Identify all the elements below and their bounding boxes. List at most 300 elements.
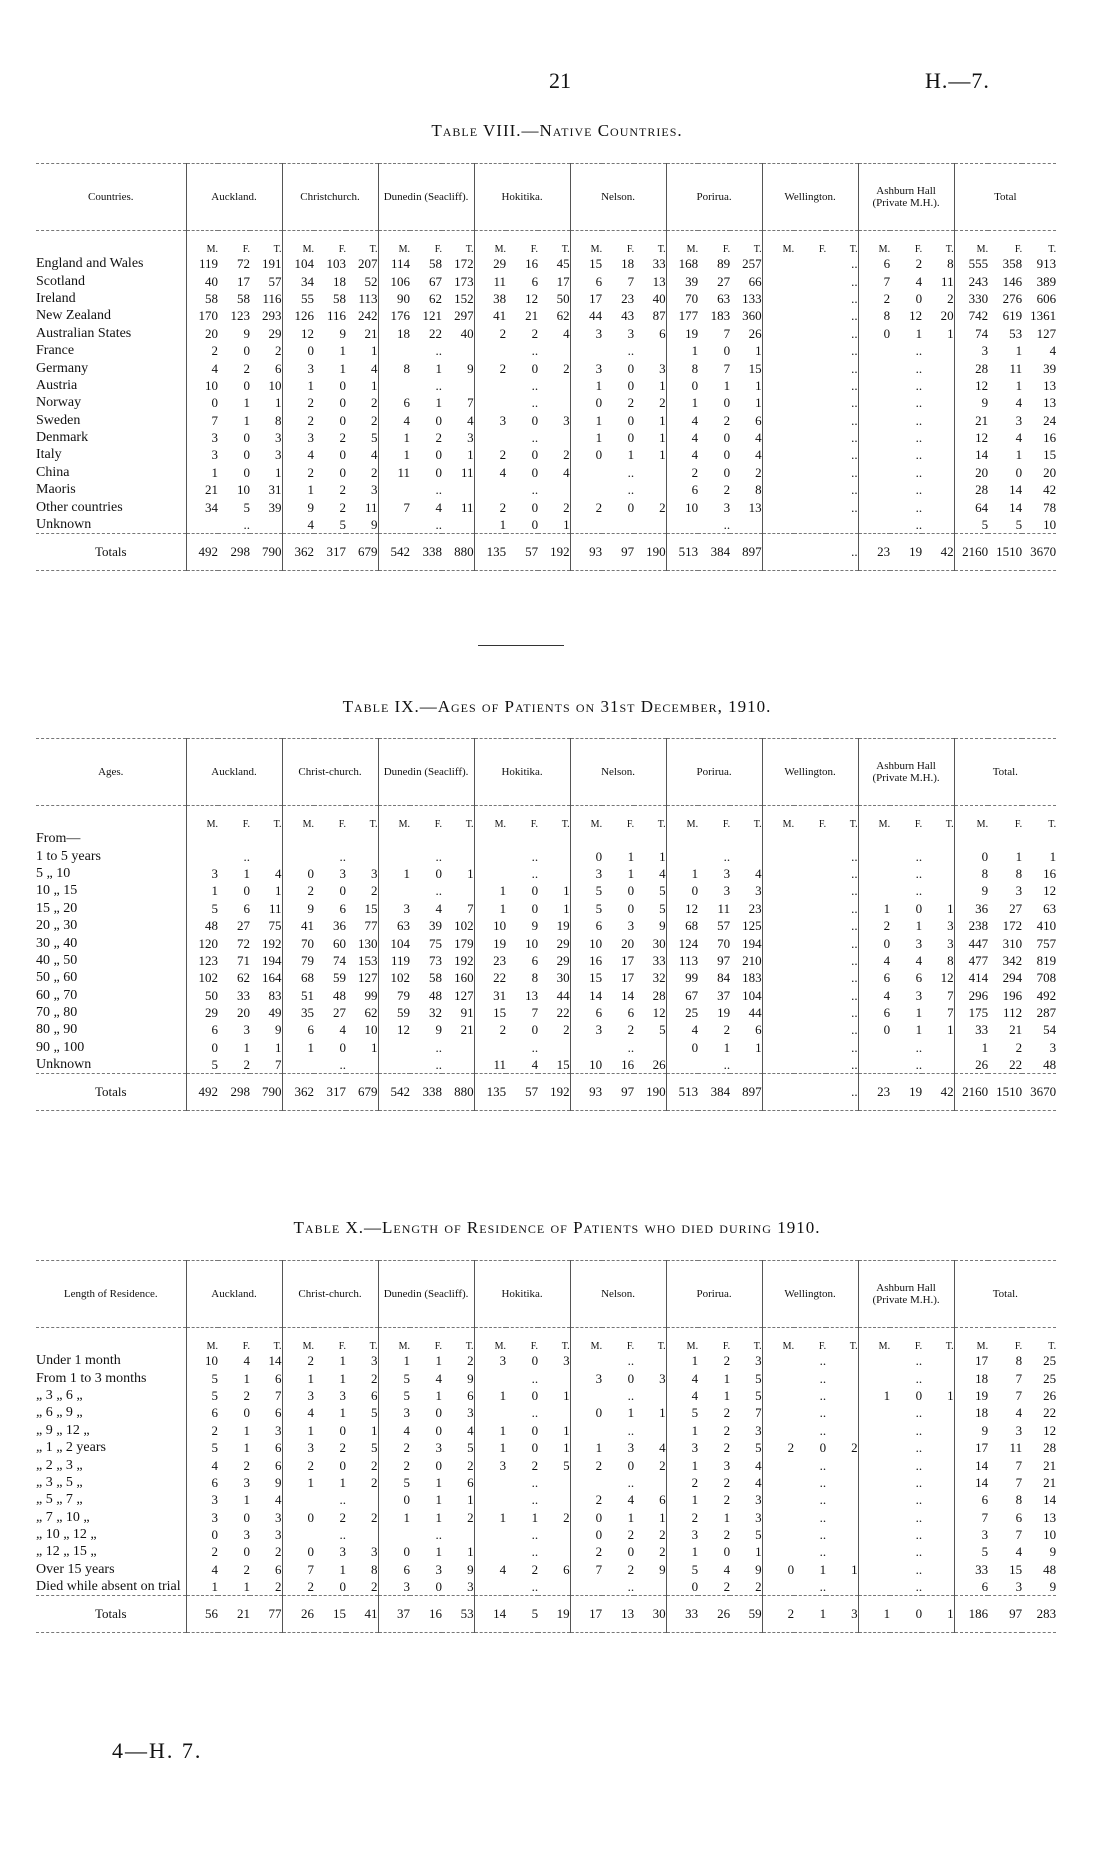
table-cell: 11 [941, 273, 954, 289]
table-cell: 3 [186, 429, 218, 446]
table-cell: 7 [723, 360, 731, 376]
table-cell: 4 [435, 499, 443, 515]
totals-cell: 97 [602, 534, 634, 571]
table-cell: .. [851, 952, 858, 968]
table-cell: 9 [659, 1561, 666, 1577]
table-cell [538, 865, 570, 882]
table-cell: 0 [858, 325, 890, 342]
table-cell [378, 882, 410, 899]
subheader-sex: T. [657, 244, 666, 255]
column-header-institution: Dunedin (Seacliff). [378, 164, 474, 231]
table-cell: 78 [1043, 499, 1057, 515]
table-row [36, 446, 1056, 463]
table-cell: 48 [429, 987, 443, 1003]
table-cell: 130 [358, 935, 378, 951]
table-cell: 6 [378, 394, 410, 411]
table-cell: 10 [237, 482, 250, 498]
row-label: „ 6 „ 9 „ [36, 1405, 83, 1421]
table-cell [538, 847, 570, 864]
table-row [36, 934, 1056, 951]
table-cell: 4 [474, 1561, 506, 1578]
table-cell: 2 [570, 1491, 602, 1508]
table-cell: 9 [755, 1561, 762, 1577]
table-cell: 10 [186, 1352, 218, 1369]
table-cell: 4 [666, 1021, 698, 1038]
column-header-institution: Hokitika. [474, 1261, 570, 1328]
table-cell: 9 [1049, 1544, 1057, 1560]
table-cell: .. [531, 865, 539, 881]
table-cell: 9 [467, 1561, 474, 1577]
subheader-sex: F. [722, 244, 731, 255]
table-cell: 6 [371, 1387, 378, 1403]
table-cell: 2 [723, 1579, 731, 1595]
table-row [36, 1578, 1056, 1596]
table-cell [762, 464, 794, 481]
table-cell: 28 [652, 987, 666, 1003]
subheader-sex: T. [369, 1341, 378, 1352]
row-label: 70 „ 80 [36, 1005, 78, 1021]
table-cell [858, 865, 890, 882]
table-cell: 5 [666, 1561, 698, 1578]
table-cell: 1 [243, 1492, 250, 1508]
table-cell [250, 516, 282, 534]
table-cell: 3 [467, 1405, 474, 1421]
table-cell: 1 [666, 1352, 698, 1369]
table-cell: 1 [755, 343, 762, 359]
table-cell [762, 1526, 794, 1543]
table-cell: 4 [755, 447, 762, 463]
table-cell: 89 [717, 256, 731, 272]
table-cell [634, 1422, 666, 1439]
table-cell: 72 [237, 935, 250, 951]
table-cell: 1 [467, 1492, 474, 1508]
table-cell: 2 [275, 1544, 282, 1560]
table-cell: 4 [467, 412, 474, 428]
table-cell [474, 1543, 506, 1560]
table-cell: .. [819, 1422, 827, 1438]
table-cell: 5 [186, 1056, 218, 1074]
subheader-sex: F. [242, 819, 250, 830]
table-cell: 330 [954, 290, 988, 307]
table-cell: 12 [954, 377, 988, 394]
subheader-sex: M. [186, 806, 218, 831]
row-label: From 1 to 3 months [36, 1370, 147, 1386]
row-label: 60 „ 70 [36, 987, 78, 1003]
table-cell: 9 [531, 918, 539, 934]
table-cell: 4 [435, 900, 443, 916]
table-cell: 196 [1002, 987, 1023, 1003]
table-cell: .. [851, 1022, 858, 1038]
subheader-row [36, 231, 1056, 256]
table-cell: 0 [186, 394, 218, 411]
table-cell: .. [435, 517, 443, 533]
table-cell: 116 [262, 290, 282, 306]
table-cell [826, 1456, 858, 1473]
table-cell [410, 830, 442, 847]
table-cell: 26 [1043, 1387, 1057, 1403]
table-cell: 3 [275, 447, 282, 463]
table-cell: 1 [435, 1509, 443, 1525]
table-cell: 14 [954, 1474, 988, 1491]
table-cell [378, 830, 410, 847]
table-cell: 18 [378, 325, 410, 342]
table-cell [762, 359, 794, 376]
table-cell: 0 [339, 1422, 347, 1438]
table-cell: 2 [666, 464, 698, 481]
column-header-institution: Wellington. [762, 1261, 858, 1328]
table-cell [858, 847, 890, 864]
table-cell: 2 [467, 1457, 474, 1473]
table-cell: 2 [371, 1370, 378, 1386]
subheader-blank [36, 1328, 186, 1353]
table-cell: .. [627, 1387, 635, 1403]
table-cell: 4 [666, 1387, 698, 1404]
table-cell: 2 [371, 1474, 378, 1490]
table-cell: 179 [454, 935, 474, 951]
table-cell: 4 [371, 360, 378, 376]
table-row [36, 412, 1056, 429]
table-row [36, 1039, 1056, 1056]
table-cell [858, 1509, 890, 1526]
table-cell: 6 [954, 1578, 988, 1596]
row-label: Norway [36, 395, 82, 411]
table-row [36, 1404, 1056, 1421]
table-cell: 0 [915, 1387, 923, 1403]
table-cell: 3 [659, 360, 666, 376]
column-header-institution: Nelson. [570, 1261, 666, 1328]
table-cell: 7 [755, 1405, 762, 1421]
table-cell: 48 [333, 987, 347, 1003]
table-cell: 4 [666, 412, 698, 429]
table-cell: 0 [186, 1526, 218, 1543]
subheader-sex: F. [338, 244, 347, 255]
table-cell: 1 [339, 1561, 347, 1577]
table-cell: 1361 [1030, 308, 1057, 324]
table-cell: 3 [186, 865, 218, 882]
table-row [36, 830, 1056, 847]
table-cell: .. [627, 464, 635, 480]
table-cell: 146 [1002, 273, 1023, 289]
table-cell: 27 [717, 273, 731, 289]
table-cell: 2 [563, 499, 570, 515]
table-cell: 1 [819, 1561, 827, 1577]
table-cell: 24 [1043, 412, 1057, 428]
table-cell [858, 882, 890, 899]
table-cell: 1 [915, 325, 923, 341]
totals-cell: 190 [634, 534, 666, 571]
table-cell: .. [915, 1561, 923, 1577]
table-cell: 7 [275, 1387, 282, 1403]
table-cell: 2 [723, 1440, 731, 1456]
subheader-sex: M. [474, 806, 506, 831]
table-cell: 1 [435, 1544, 443, 1560]
table-cell: 1 [659, 377, 666, 393]
table-cell: .. [915, 412, 923, 428]
table-cell: .. [915, 377, 923, 393]
table-cell: 29 [556, 952, 570, 968]
column-header-institution: Hokitika. [474, 739, 570, 806]
table-cell: 0 [627, 900, 635, 916]
table-cell: 21 [364, 325, 378, 341]
table-cell: .. [819, 1474, 827, 1490]
table-cell: 11 [474, 272, 506, 289]
table-cell: 73 [429, 952, 443, 968]
column-header-institution: Auckland. [186, 1261, 282, 1328]
table-cell: 242 [358, 308, 378, 324]
table-cell: 3 [371, 1353, 378, 1369]
table-cell: .. [915, 464, 923, 480]
table-cell [698, 830, 730, 847]
table-cell: 742 [954, 307, 988, 324]
table-cell: 0 [435, 1422, 443, 1438]
table-cell [538, 1578, 570, 1596]
table-cell: 2 [563, 360, 570, 376]
table-cell [378, 377, 410, 394]
row-label: Austria [36, 377, 78, 393]
table-cell: 1 [723, 1509, 731, 1525]
table-cell: 2 [282, 464, 314, 481]
table-cell [634, 516, 666, 534]
table-cell: 75 [429, 935, 443, 951]
table-cell [858, 1456, 890, 1473]
table-cell [442, 882, 474, 899]
table-cell: 0 [531, 517, 539, 533]
table-cell: 1 [282, 1422, 314, 1439]
header-row [36, 1261, 1056, 1328]
table-cell [474, 342, 506, 359]
subheader-row [36, 806, 1056, 831]
subheader-sex: T. [273, 819, 282, 830]
table-cell: .. [627, 1474, 635, 1490]
table-row [36, 1021, 1056, 1038]
subheader-sex: F. [914, 1341, 923, 1352]
table-cell: 41 [474, 307, 506, 324]
table-cell: 1 [659, 848, 666, 864]
subheader-sex: F. [722, 1341, 731, 1352]
column-header-institution: Auckland. [186, 164, 282, 231]
table-cell: 2 [755, 464, 762, 480]
table-cell: .. [435, 343, 443, 359]
totals-cell: 190 [634, 1074, 666, 1111]
table-cell [762, 952, 794, 969]
table-cell [762, 1543, 794, 1560]
column-header-label: Ages. [36, 739, 186, 806]
table-row [36, 429, 1056, 446]
table-cell: 114 [378, 255, 410, 272]
table-cell: 90 [378, 290, 410, 307]
table-cell: 99 [364, 987, 378, 1003]
table-cell: 0 [531, 1422, 539, 1438]
subheader-sex: F. [434, 244, 443, 255]
table-cell [474, 830, 506, 847]
table-cell: 0 [339, 412, 347, 428]
table-cell: 7 [1015, 1527, 1023, 1543]
table-cell: 11 [1009, 360, 1023, 376]
table-cell: 67 [429, 273, 443, 289]
table-cell: 3 [915, 935, 923, 951]
table-cell: 3 [570, 1369, 602, 1386]
table-cell: 83 [268, 987, 282, 1003]
table-cell [794, 865, 826, 882]
table-cell: 0 [243, 430, 250, 446]
table-cell: 4 [282, 516, 314, 534]
table-cell: .. [851, 1005, 858, 1021]
table-cell: 51 [282, 987, 314, 1004]
table-cell: 13 [1043, 395, 1057, 411]
totals-cell: 679 [346, 534, 378, 571]
table-cell: 15 [474, 1004, 506, 1021]
table-cell: 0 [627, 883, 635, 899]
table-row [36, 498, 1056, 515]
table-cell: 127 [358, 970, 378, 986]
table-cell: 9 [275, 1022, 282, 1038]
subheader-sex: T. [369, 819, 378, 830]
table-cell: 4 [755, 1474, 762, 1490]
table-cell: 68 [282, 969, 314, 986]
column-header-label: Countries. [36, 164, 186, 231]
table-cell [474, 377, 506, 394]
table-cell: 99 [666, 969, 698, 986]
table-cell: 14 [1009, 499, 1023, 515]
table-cell [762, 394, 794, 411]
table-cell [858, 1056, 890, 1074]
table-cell: 1 [1015, 848, 1023, 864]
table-cell: .. [531, 482, 539, 498]
table-cell: 191 [262, 256, 282, 272]
table-cell: .. [627, 1579, 635, 1595]
table-cell: .. [915, 1440, 923, 1456]
table-cell [922, 1456, 954, 1473]
table-cell: 2 [723, 1353, 731, 1369]
table-cell: 3 [435, 1561, 443, 1577]
table-cell: 97 [717, 952, 731, 968]
subheader-sex: F. [626, 1341, 635, 1352]
table-cell: .. [531, 1039, 539, 1055]
table-cell: 5 [186, 1439, 218, 1456]
table-cell: 91 [460, 1005, 474, 1021]
table-cell: 6 [659, 1492, 666, 1508]
table-cell: 14 [621, 987, 635, 1003]
table-cell: 3 [282, 359, 314, 376]
row-label: 20 „ 30 [36, 918, 78, 934]
table-cell: .. [435, 848, 443, 864]
table-cell: 0 [531, 464, 539, 480]
table-cell [634, 1387, 666, 1404]
table-cell: 75 [268, 918, 282, 934]
table-cell [826, 830, 858, 847]
totals-cell: 23 [858, 534, 890, 571]
table-cell: 4 [531, 1057, 539, 1073]
table-cell: 2 [339, 499, 347, 515]
row-label: „ 3 „ 6 „ [36, 1387, 83, 1403]
table-cell: 2 [851, 1440, 858, 1456]
table-cell: 18 [333, 273, 347, 289]
table-cell: 6 [282, 1021, 314, 1038]
table-cell: 3 [186, 446, 218, 463]
table-cell [186, 516, 218, 534]
table-cell: .. [627, 1353, 635, 1369]
table-cell: 0 [339, 377, 347, 393]
table-cell: .. [243, 848, 250, 864]
table-cell [762, 342, 794, 359]
table-cell [858, 342, 890, 359]
table-cell [186, 830, 218, 847]
table-cell: .. [627, 1039, 635, 1055]
table-cell: 0 [531, 900, 539, 916]
table-cell [762, 255, 794, 272]
table-cell [858, 446, 890, 463]
row-label: 40 „ 50 [36, 952, 78, 968]
subheader-sex: T. [273, 244, 282, 255]
table-cell: 1 [378, 1509, 410, 1526]
table-cell: .. [819, 1579, 827, 1595]
table-cell: 3 [947, 935, 954, 951]
table-cell: 104 [282, 255, 314, 272]
table-cell: 1 [666, 865, 698, 882]
table-cell: 2 [467, 1509, 474, 1525]
table-cell: 3 [467, 1579, 474, 1595]
table-cell: 173 [454, 273, 474, 289]
table-cell: 3 [435, 1440, 443, 1456]
table-cell: 4 [659, 865, 666, 881]
table-cell: 20 [940, 308, 954, 324]
table-cell: 70 [282, 934, 314, 951]
table-cell: 37 [717, 987, 731, 1003]
table-cell: 5 [755, 1440, 762, 1456]
table-cell: 210 [742, 952, 762, 968]
table-ages-of-patients [36, 738, 1056, 1111]
table-cell: 11 [378, 464, 410, 481]
table-cell: 7 [378, 498, 410, 515]
table-row [36, 1387, 1056, 1404]
table-cell: 6 [570, 917, 602, 934]
table-cell: 8 [954, 865, 988, 882]
table-cell: 192 [454, 952, 474, 968]
table-cell: 33 [954, 1021, 988, 1038]
table-cell: 28 [954, 481, 988, 498]
table-cell: 1 [243, 1370, 250, 1386]
table-row [36, 1543, 1056, 1560]
table-cell: 0 [531, 883, 539, 899]
table-cell [794, 847, 826, 864]
totals-label: Totals [36, 1596, 186, 1633]
subheader-sex: M. [954, 1328, 988, 1353]
table-cell [378, 1039, 410, 1056]
table-cell [794, 325, 826, 342]
row-label: „ 1 „ 2 years [36, 1440, 106, 1456]
table-cell: 3 [371, 865, 378, 881]
table-cell: 11 [461, 464, 474, 480]
table-cell: .. [915, 1422, 923, 1438]
table-cell: 1 [371, 377, 378, 393]
table-cell: 2 [282, 394, 314, 411]
subheader-sex: M. [762, 1328, 794, 1353]
table-cell [762, 1056, 794, 1074]
table-cell: 104 [742, 987, 762, 1003]
table-cell: 9 [954, 394, 988, 411]
table-cell: .. [851, 865, 858, 881]
table-cell [346, 1526, 378, 1543]
table-cell: 133 [742, 290, 762, 306]
table-cell [474, 847, 506, 864]
table-cell: 49 [268, 1005, 282, 1021]
table-cell: 44 [570, 307, 602, 324]
table-cell: 7 [282, 1561, 314, 1578]
table-cell [474, 865, 506, 882]
table-cell: 39 [268, 499, 282, 515]
table-cell [826, 1352, 858, 1369]
table-cell: .. [915, 430, 923, 446]
